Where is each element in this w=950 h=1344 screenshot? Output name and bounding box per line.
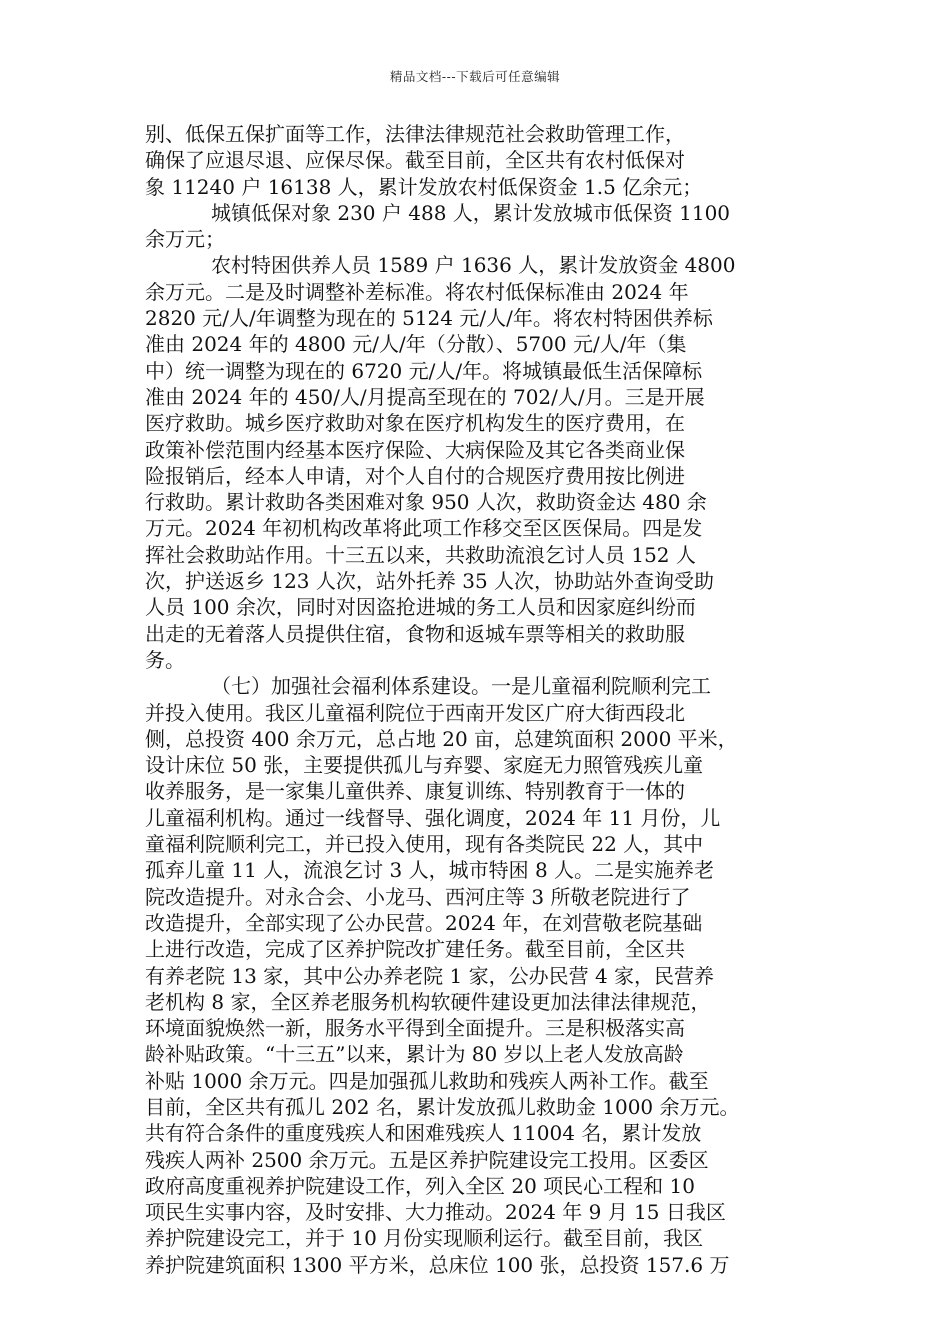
text-line: 环境面貌焕然一新，服务水平得到全面提升。三是积极落实高	[145, 1016, 685, 1041]
text-line: 侧，总投资 400 余万元，总占地 20 亩，总建筑面积 2000 平米，	[145, 726, 738, 751]
text-line: 务。	[145, 647, 185, 672]
text-line: 农村特困供养人员 1589 户 1636 人，累计发放资金 4800	[211, 253, 736, 278]
text-line: 龄补贴政策。“十三五”以来，累计为 80 岁以上老人发放高龄	[145, 1042, 684, 1067]
text-line: 目前，全区共有孤儿 202 名，累计发放孤儿救助金 1000 余万元。	[145, 1094, 740, 1119]
text-line: 人员 100 余次，同时对因盗抢进城的务工人员和因家庭纠纷而	[145, 595, 696, 620]
text-line: 中）统一调整为现在的 6720 元/人/年。将城镇最低生活保障标	[145, 358, 703, 383]
text-line: 上进行改造，完成了区养护院改扩建任务。截至目前，全区共	[145, 937, 685, 962]
text-line: 政府高度重视养护院建设工作，列入全区 20 项民心工程和 10	[145, 1173, 695, 1198]
text-line: 别、低保五保扩面等工作，法律法律规范社会救助管理工作，	[145, 122, 685, 146]
text-line: 次，护送返乡 123 人次，站外托养 35 人次，协助站外查询受助	[145, 569, 715, 594]
text-line: 养护院建筑面积 1300 平方米，总床位 100 张，总投资 157.6 万	[145, 1252, 730, 1277]
text-line: 挥社会救助站作用。十三五以来，共救助流浪乞讨人员 152 人	[145, 542, 696, 567]
page-header: 精品文档---下载后可任意编辑	[389, 69, 561, 84]
text-line: 余万元。二是及时调整补差标准。将农村低保标准由 2024 年	[145, 279, 689, 304]
document-body	[145, 121, 809, 1278]
text-line: 有养老院 13 家，其中公办养老院 1 家，公办民营 4 家，民营养	[145, 963, 715, 988]
text-line: 老机构 8 家，全区养老服务机构软硬件建设更加法律法律规范，	[145, 989, 711, 1014]
text-line: 险报销后，经本人申请，对个人自付的合规医疗费用按比例进	[145, 463, 685, 488]
text-line: 政策补偿范围内经基本医疗保险、大病保险及其它各类商业保	[145, 437, 685, 462]
text-line: 并投入使用。我区儿童福利院位于西南开发区广府大街西段北	[145, 700, 685, 725]
text-line: 孤弃儿童 11 人，流浪乞讨 3 人，城市特困 8 人。二是实施养老	[145, 858, 715, 883]
text-line: 项民生实事内容，及时安排、大力推动。2024 年 9 月 15 日我区	[145, 1200, 726, 1225]
text-line: 行救助。累计救助各类困难对象 950 人次，救助资金达 480 余	[145, 490, 707, 515]
text-line: 2820 元/人/年调整为现在的 5124 元/人/年。将农村特困供养标	[145, 306, 713, 331]
text-line: 共有符合条件的重度残疾人和困难残疾人 11004 名，累计发放	[145, 1121, 702, 1146]
text-line: 医疗救助。城乡医疗救助对象在医疗机构发生的医疗费用，在	[145, 411, 685, 436]
text-line: 院改造提升。对永合会、小龙马、西河庄等 3 所敬老院进行了	[145, 884, 691, 909]
text-line: 童福利院顺利完工，并已投入使用，现有各类院民 22 人，其中	[145, 832, 704, 857]
text-line: （七）加强社会福利体系建设。一是儿童福利院顺利完工	[211, 674, 711, 699]
text-line: 养护院建设完工，并于 10 月份实现顺利运行。截至目前，我区	[145, 1226, 704, 1251]
text-line: 万元。2024 年初机构改革将此项工作移交至区医保局。四是发	[145, 516, 703, 541]
text-line: 准由 2024 年的 4800 元/人/年（分散）、5700 元/人/年（集	[145, 332, 687, 357]
text-line: 确保了应退尽退、应保尽保。截至目前，全区共有农村低保对	[145, 148, 685, 173]
text-line: 补贴 1000 余万元。四是加强孤儿救助和残疾人两补工作。截至	[145, 1068, 709, 1093]
text-line: 余万元；	[145, 227, 225, 252]
text-line: 残疾人两补 2500 余万元。五是区养护院建设完工投用。区委区	[145, 1147, 709, 1172]
text-line: 设计床位 50 张，主要提供孤儿与弃婴、家庭无力照管残疾儿童	[145, 753, 704, 778]
text-line: 儿童福利机构。通过一线督导、强化调度，2024 年 11 月份，儿	[145, 805, 721, 830]
text-line: 出走的无着落人员提供住宿，食物和返城车票等相关的救助服	[145, 621, 685, 646]
text-line: 准由 2024 年的 450/人/月提高至现在的 702/人/月。三是开展	[145, 384, 705, 409]
text-line: 城镇低保对象 230 户 488 人，累计发放城市低保资 1100	[211, 200, 731, 225]
text-line: 收养服务，是一家集儿童供养、康复训练、特别教育于一体的	[145, 779, 685, 804]
text-line: 改造提升，全部实现了公办民营。2024 年，在刘营敬老院基础	[145, 910, 703, 935]
text-line: 象 11240 户 16138 人，累计发放农村低保资金 1.5 亿余元；	[145, 174, 703, 199]
